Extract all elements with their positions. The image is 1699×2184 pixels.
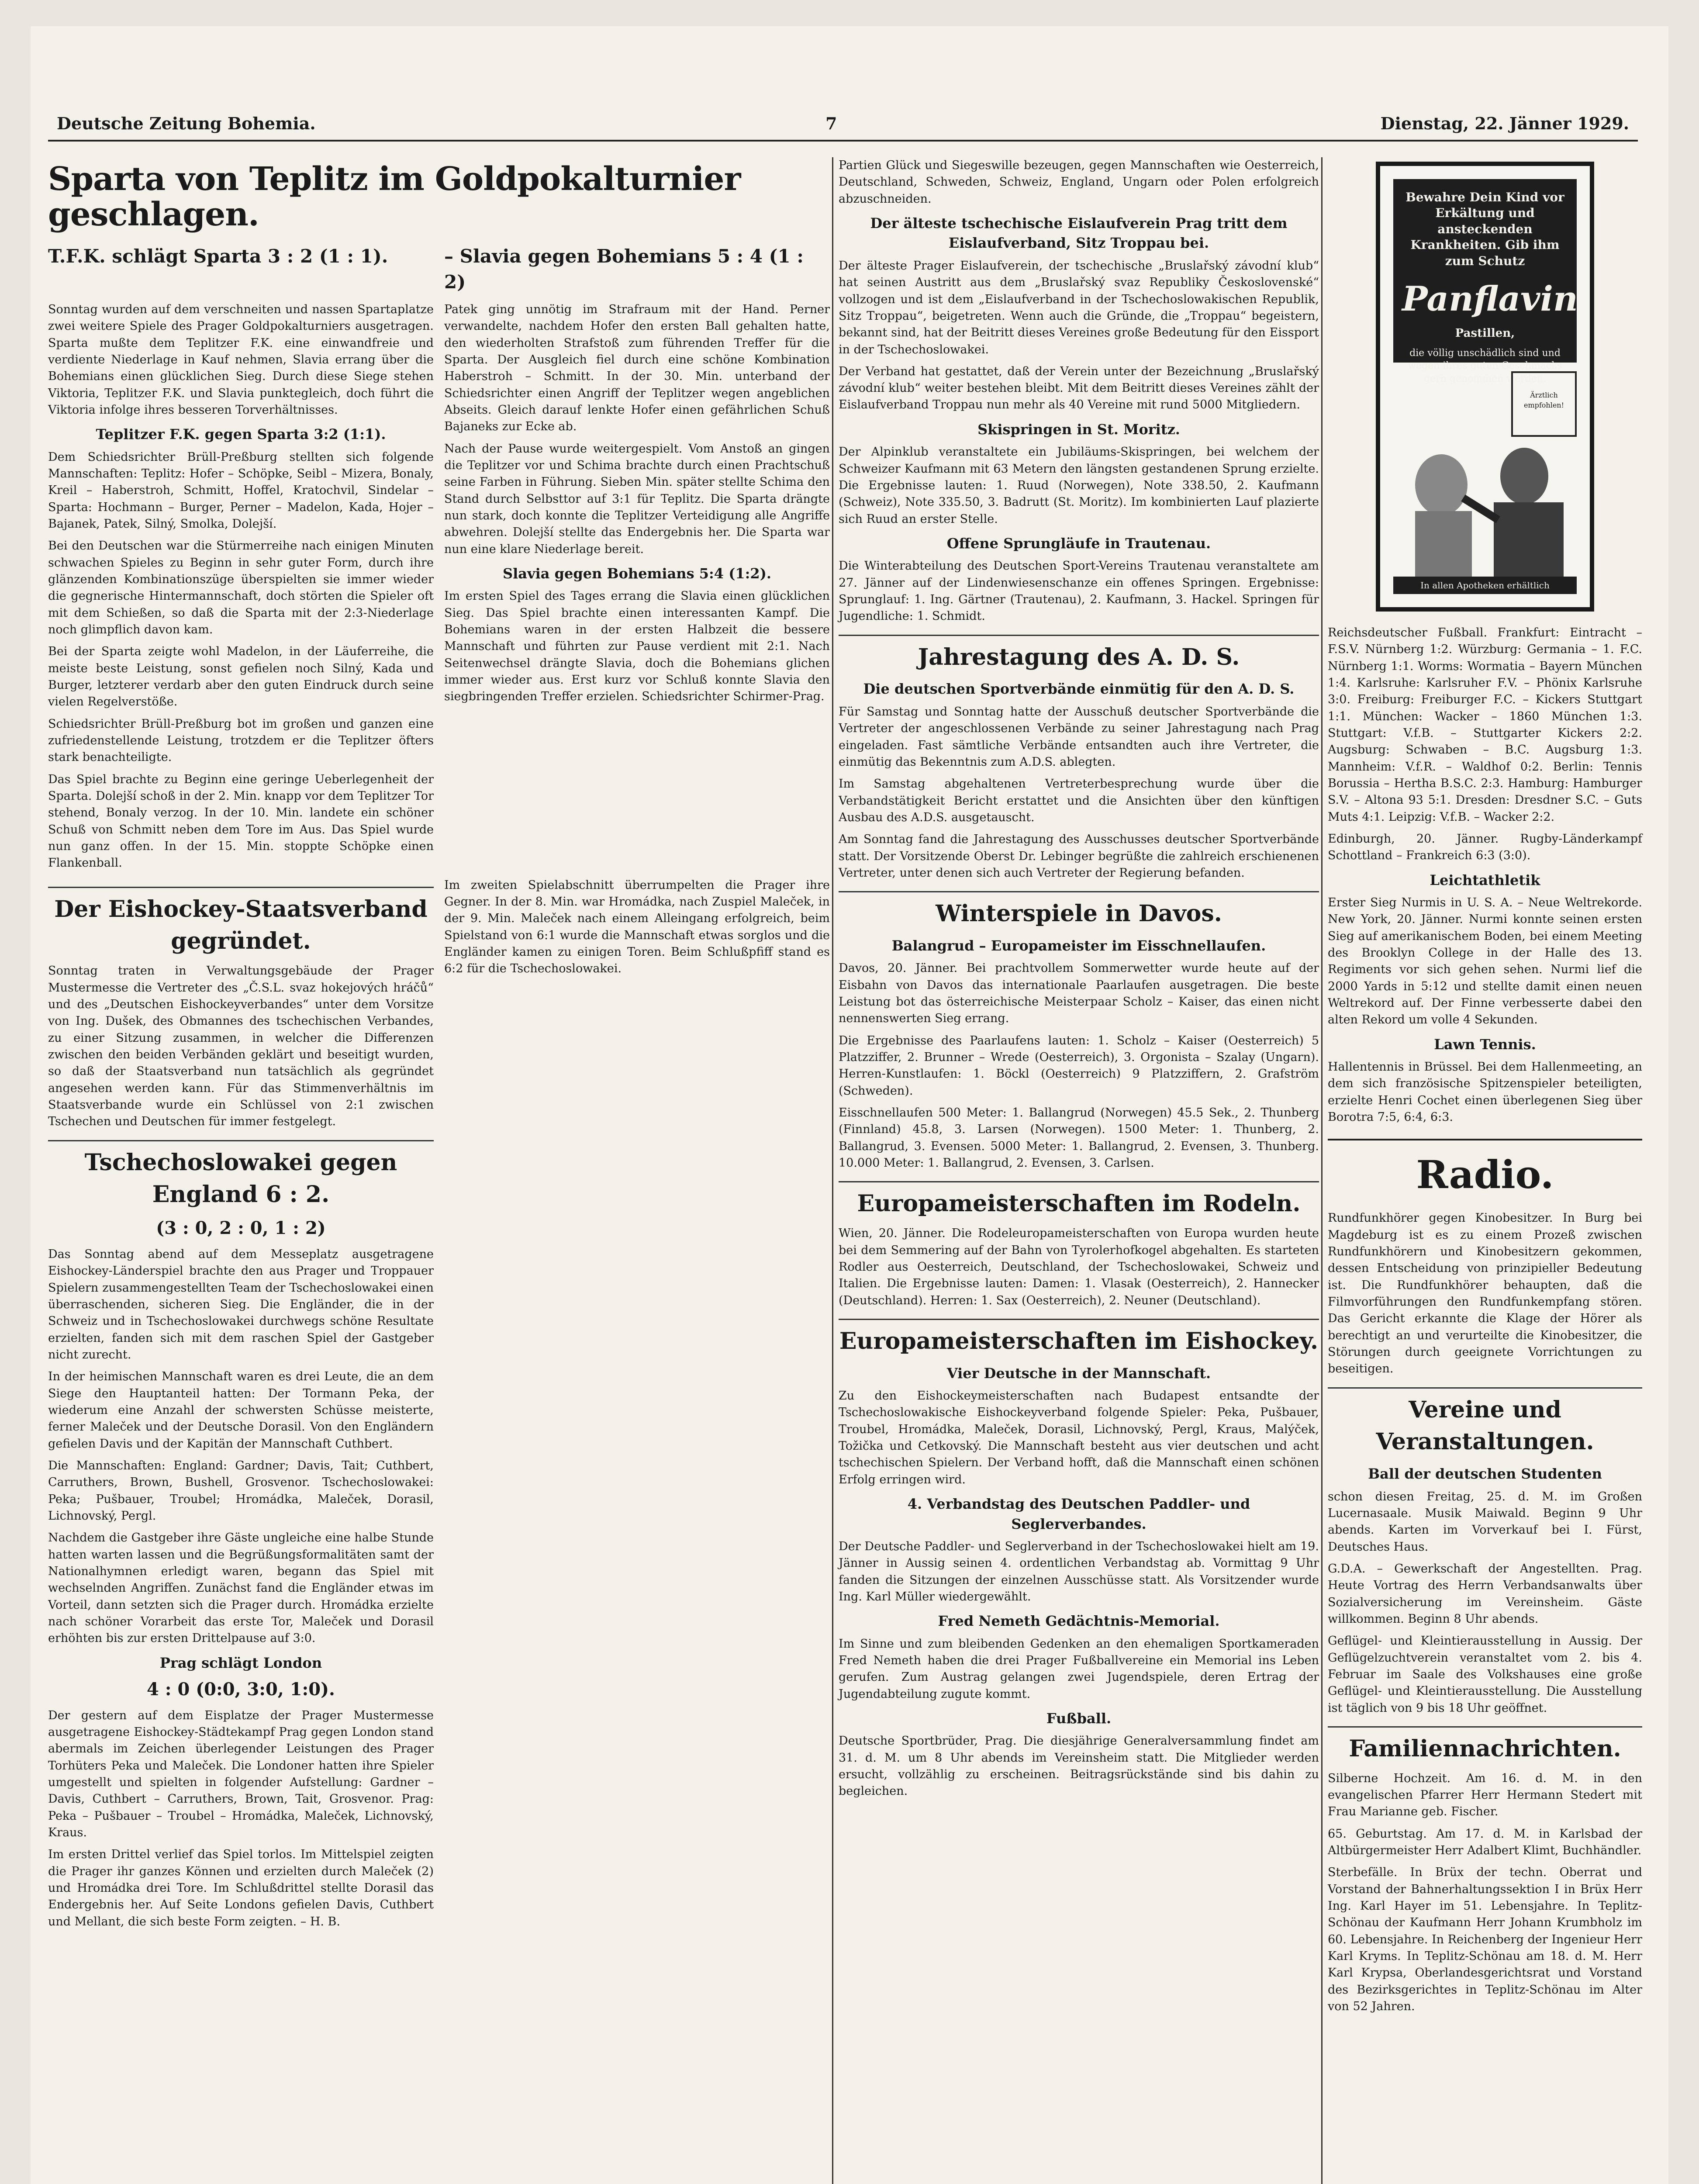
paragraph: Patek ging unnötig im Strafraum mit der Hand. Perner verwandelte, nachdem Hofer den ersten Ball gehalten hatte, den wiederholten Strafstoß zum führenden Treffer für die Sparta. Der Ausgleich fiel durch eine schöne Kombination Haberstroh – Schmitt. In der 30. Min. unterband der Schiedsrichter einen Angriff der Teplitzer wegen angeblichen Abseits. Gleich darauf lenkte Hofer einen gefährlichen Schuß Bajaneks zur Ecke ab. — [444, 303, 830, 434]
paragraph: Silberne Hochzeit. Am 16. d. M. in den evangelischen Pfarrer Herr Hermann Stedert mit Frau Marianne geb. Fischer. — [1328, 1771, 1642, 1819]
paragraph: Bei den Deutschen war die Stürmerreihe nach einigen Minuten schwachen Spieles zu Beginn in sehr guter Form, durch ihre glänzenden Kombinationszüge überspielten sie immer wieder die gegnerische Hintermannschaft, doch störten die Spieler oft mit dem Schießen, so daß die Sparta mit der 2:3-Niederlage noch glimpflich davon kam. — [48, 539, 434, 637]
ad-text-box — [1393, 179, 1578, 384]
paragraph: Nach der Pause wurde weitergespielt. Vom Anstoß an gingen die Teplitzer vor und Schima brachte durch einen Prachtschuß seine Farben in Führung. Sieben Min. später stellte Schima den Stand durch Selbsttor auf 3:1 für Teplitz. Die Sparta drängte nun stark, doch konnte die Teplitzer Verteidigung alle Angriffe abwehren. Dolejší stellte das Endergebnis her. Die Sparta war nun eine klare Niederlage bereit. — [444, 442, 830, 556]
doctor-body — [1494, 502, 1564, 581]
subhead: Vier Deutsche in der Mannschaft. — [946, 1365, 1211, 1382]
doctor-child-illustration — [1393, 437, 1581, 581]
section-heading: Tschechoslowakei gegen England 6 : 2. — [48, 1140, 434, 1211]
paragraph: Dem Schiedsrichter Brüll-Preßburg stellten sich folgende Mannschaften: Teplitz: Hofer – Schöpke, Seibl – Mizera, Bonaly, Kreil – Haberstroh, Schmitt, Hoffel, Kratochvil, Sindelar – Sparta: Hochmann – Burger, Perner – Madelon, Kada, Hojer – Bajanek, Patek, Silný, Smolka, Dolejší. — [48, 450, 434, 531]
paragraph: Sterbefälle. In Brüx der techn. Oberrat und Vorstand der Bahnerhaltungssektion I in Brüx Herr Ing. Karl Hayer im 51. Lebensjahre. In Teplitz-Schönau der Kaufmann Herr Johann Krumbholz im 60. Lebensjahre. In Reichenberg der Ingenieur Herr Karl Kryms. In Teplitz-Schönau am 18. d. M. Herr Karl Krypsa, Oberlandesgerichtsrat und Vorstand des Bezirksgerichtes in Teplitz-Schönau im Alter von 52 Jahren. — [1328, 1866, 1642, 2014]
paragraph: Sonntag wurden auf dem verschneiten und nassen Spartaplatze zwei weitere Spiele des Prager Goldpokalturniers ausgetragen. Sparta mußte dem Teplitzer F.K. eine einwandfreie und verdiente Niederlage in Kauf nehmen, Slavia errang über die Bohemians einen glücklichen Sieg. Durch diese Siege stehen Viktoria, Teplitzer F.K. und Slavia punktegleich, doch führt die Viktoria infolge ihres besseren Torverhältnisses. — [48, 303, 434, 417]
paragraph: Eisschnellaufen 500 Meter: 1. Ballangrud (Norwegen) 45.5 Sek., 2. Thunberg (Finnland) 45.8, 3. Larsen (Norwegen). 1500 Meter: 1. Thunberg, 2. Ballangrud, 3. Evensen. 5000 Meter: 1. Ballangrud, 2. Evensen, 3. Thunberg. 10.000 Meter: 1. Ballangrud, 2. Evensen, 3. Carlsen. — [839, 1106, 1319, 1170]
panflavin-advertisement — [1376, 162, 1594, 612]
section-heading: 4. Verbandstag des Deutschen Paddler- und Seglerverbandes. — [907, 1496, 1250, 1532]
paragraph: Geflügel- und Kleintierausstellung in Aussig. Der Geflügelzuchtverein veranstaltet vom 2. bis 4. Februar im Saale des Volkshauses eine große Geflügel- und Kleintierausstellung. Die Ausstellung ist täglich von 9 bis 18 Uhr geöffnet. — [1328, 1634, 1642, 1715]
subhead: Teplitzer F.K. gegen Sparta 3:2 (1:1). — [96, 426, 386, 443]
section-heading: Der Eishockey-Staatsverband gegründet. — [48, 887, 434, 958]
score-line: (3 : 0, 2 : 0, 1 : 2) — [156, 1218, 326, 1239]
ad-headline: Bewahre Dein Kind vor Erkältung und ansteckenden Krankheiten. Gib ihm zum Schutz — [1405, 190, 1564, 268]
paragraph: Im zweiten Spielabschnitt überrumpelten die Prager ihre Gegner. In der 8. Min. war Hromádka, nach Zuspiel Maleček, in der 9. Min. Maleček nach einem Alleingang erfolgreich, beim Spielstand von 6:1 wurde die Mannschaft etwas sorglos und die Engländer kamen zu einigen Toren. Beim Schlußpfiff stand es 6:2 für die Tschechoslowakei. — [444, 878, 830, 976]
subhead: Slavia gegen Bohemians 5:4 (1:2). — [503, 565, 771, 582]
masthead-title: Deutsche Zeitung Bohemia. — [57, 114, 316, 133]
paragraph: Bei der Sparta zeigte wohl Madelon, in der Läuferreihe, die meiste beste Leistung, sonst gefielen noch Silný, Kada und Burger, letzterer verdarb aber den guten Eindruck durch seine vielen Regelverstöße. — [48, 645, 434, 709]
subhead: Balangrud – Europameister im Eisschnellaufen. — [891, 937, 1266, 954]
column-rule — [832, 157, 833, 2184]
paragraph: Der Alpinklub veranstaltete ein Jubiläums-Skispringen, bei welchem der Schweizer Kaufmann mit 63 Metern den längsten gestandenen Sprung erzielte. Die Ergebnisse lauten: 1. Ruud (Norwegen), Note 338.50, 2. Kaufmann (Schweiz), Note 335.50, 3. Badrutt (St. Moritz). Im kombinierten Lauf plazierte sich Ruud an erster Stelle. — [839, 445, 1319, 526]
paragraph: Erster Sieg Nurmis in U. S. A. – Neue Weltrekorde. New York, 20. Jänner. Nurmi konnte seinen ersten Sieg auf amerikanischem Boden, bei einem Meeting des Brooklyn College in der Halle des 13. Regiments vor sich gehen sehen. Nurmi lief die 2000 Yards in 5:12 und stellte damit einen neuen Weltrekord auf. Der Finne verbesserte dabei den alten Rekord um volle 4 Sekunden. — [1328, 896, 1642, 1027]
section-heading: Skispringen in St. Moritz. — [977, 421, 1180, 438]
ad-brand-sub: Pastillen, — [1455, 326, 1515, 340]
section-heading: Winterspiele in Davos. — [839, 891, 1319, 930]
section-heading: Offene Sprungläufe in Trautenau. — [946, 535, 1211, 552]
paragraph: Davos, 20. Jänner. Bei prachtvollem Sommerwetter wurde heute auf der Eisbahn von Davos das internationale Paarlaufen ausgetragen. Die beste Leistung bot das österreichische Meisterpaar Scholz – Kaiser, das einen nicht nennenswerten Sieg errang. — [839, 961, 1319, 1026]
paragraph: Rundfunkhörer gegen Kinobesitzer. In Burg bei Magdeburg ist es zu einem Prozeß zwischen Rundfunkhörern und Kinobesitzern gekommen, dessen Entscheidung von prinzipieller Bedeutung ist. Die Rundfunkhörer behaupten, daß die Filmvorführungen den Rundfunkempfang stören. Das Gericht erkannte die Klage der Hörer als berechtigt an und verurteilte die Kinobesitzer, die Störungen durch geeignete Vorrichtungen zu beseitigen. — [1328, 1211, 1642, 1376]
paragraph: Die Mannschaften: England: Gardner; Davis, Tait; Cuthbert, Carruthers, Brown, Bushell, Grosvenor. Tschechoslowakei: Peka; Pušbauer, Troubel; Hromádka, Maleček, Dorasil, Lichnovský, Pergl. — [48, 1458, 434, 1523]
paragraph: Im Sinne und zum bleibenden Gedenken an den ehemaligen Sportkameraden Fred Nemeth haben die drei Prager Fußballvereine ein Memorial ins Leben gerufen. Zum Austrag gelangen zwei Jugendspiele, deren Ertrag der Jugendabteilung zugute kommt. — [839, 1637, 1319, 1701]
paragraph: Der Verband hat gestattet, daß der Verein unter der Bezeichnung „Bruslařský závodní klub“ weiter bestehen bleibt. Mit dem Beitritt dieses Vereines zählt der Eislaufverband Troppau nun mehr als 40 Vereine mit rund 5000 Mitgliedern. — [839, 364, 1319, 412]
paragraph: Der gestern auf dem Eisplatze der Prager Mustermesse ausgetragene Eishockey-Städtekampf Prag gegen London stand abermals im Zeichen überlegender Leistungen des Prager Torhüters Peka und Maleček. Die Londoner hatten ihre Spieler umgestellt und spielten in folgender Aufstellung: Gardner – Davis, Cuthbert – Carruthers, Brown, Tait, Grosvenor. Prag: Peka – Pušbauer – Troubel – Hromádka, Maleček, Lichnovský, Kraus. — [48, 1708, 434, 1840]
paragraph: Edinburgh, 20. Jänner. Rugby-Länderkampf Schottland – Frankreich 6:3 (3:0). — [1328, 832, 1642, 863]
section-heading: Europameisterschaften im Eishockey. — [839, 1319, 1319, 1358]
paragraph: Zu den Eishockeymeisterschaften nach Budapest entsandte der Tschechoslowakische Eishockeyverband folgende Spieler: Peka, Pušbauer, Troubel, Hromádka, Maleček, Dorasil, Lichnovský, Pergl, Kraus, Malýček, Tožička und Cetkovský. Die Mannschaft besteht aus vier deutschen und acht tschechischen Spielern. Der Verband hofft, daß die Mannschaft einen schönen Erfolg erringen wird. — [839, 1389, 1319, 1486]
ad-body: die völlig unschädlich sind und wegen ihres guten Geschmacks gern genommen werden. — [1408, 347, 1562, 384]
paragraph: Wien, 20. Jänner. Die Rodeleuropameisterschaften von Europa wurden heute bei dem Semmering auf der Bahn von Tyrolerhofkogel abgehalten. Es starteten Rodler aus Oesterreich, Deutschland, der Tschechoslowakei, Schweiz und Italien. Die Ergebnisse lauten: Damen: 1. Vlasak (Oesterreich), 2. Hannecker (Deutschland). Herren: 1. Sax (Oesterreich), 2. Neuner (Deutschland). — [839, 1227, 1319, 1307]
section-heading-radio: Radio. — [1328, 1139, 1642, 1202]
paragraph: G.D.A. – Gewerkschaft der Angestellten. Prag. Heute Vortrag des Herrn Verbandsanwalts über Sozialversicherung im Vereinsheim. Gäste willkommen. Beginn 8 Uhr abends. — [1328, 1562, 1642, 1626]
section-heading: Fußball. — [1046, 1710, 1112, 1727]
column-sports-news — [839, 157, 1319, 1805]
paragraph: Der älteste Prager Eislaufverein, der tschechische „Bruslařský závodní klub“ hat seinen Austritt aus dem „Bruslařský svaz Republiky Československé“ vollzogen und ist dem „Eislaufverband in der Tschechoslowakischen Republik, Sitz Troppau“, beigetreten. Wenn auch die Gründe, die „Troppau“ begeistern, bekannt sind, hat der Beitritt dieses Vereines große Bedeutung für den Eissport in der Tschechoslowakei. — [839, 259, 1319, 356]
paragraph: schon diesen Freitag, 25. d. M. im Großen Lucernasaale. Musik Maiwald. Beginn 9 Uhr abends. Karten im Vorverkauf bei I. Fürst, Deutsches Haus. — [1328, 1489, 1642, 1554]
section-heading-vereine: Vereine und Veranstaltungen. — [1328, 1387, 1642, 1458]
paragraph: Der Deutsche Paddler- und Seglerverband in der Tschechoslowakei hielt am 19. Jänner in Aussig seinen 4. ordentlichen Verbandstag ab. Vormittag 9 Uhr fanden die Sitzungen der einzelnen Ausschüsse statt. Als Vorsitzender wurde Ing. Karl Müller wiedergewählt. — [839, 1539, 1319, 1603]
paragraph: 65. Geburtstag. Am 17. d. M. in Karlsbad der Altbürgermeister Herr Adalbert Klimt, Buchhändler. — [1328, 1827, 1642, 1858]
paragraph: In der heimischen Mannschaft waren es drei Leute, die an dem Siege den Hauptanteil hatten: Der Tormann Peka, der wiederum eine Anzahl der schwersten Schüsse meisterte, ferner Maleček und der Deutsche Dorasil. Von den Engländern gefielen Davis und der Kapitän der Mannschaft Cuthbert. — [48, 1370, 434, 1451]
paragraph: Das Sonntag abend auf dem Messeplatz ausgetragene Eishockey-Länderspiel brachte den aus Prager und Troppauer Spielern zusammengestellten Team der Tschechoslowakei einen überraschenden, sicheren Sieg. Die Engländer, die in der Schweiz und in Tschechoslowakei durchwegs schöne Resultate erzielten, fanden sich mit dem raschen Spiel der Gastgeber nicht zurecht. — [48, 1248, 434, 1362]
subhead: Die deutschen Sportverbände einmütig für den A. D. S. — [863, 681, 1295, 698]
subhead-teplitz-sparta: T.F.K. schlägt Sparta 3 : 2 (1 : 1). — [48, 245, 388, 267]
paragraph: Im ersten Drittel verlief das Spiel torlos. Im Mittelspiel zeigten die Prager ihr ganzes Können und erzielten durch Maleček (2) und Hromádka drei Tore. Im Schlußdrittel stellte Dorasil das Endergebnis her. Auf Seite Londons gefielen Davis, Cuthbert und Mellant, die sich beste Form zeigten. – H. B. — [48, 1848, 434, 1928]
score-line: 4 : 0 (0:0, 3:0, 1:0). — [147, 1679, 335, 1700]
article-two-column — [48, 877, 830, 1935]
ad-brand: Panflavin — [1402, 279, 1578, 319]
section-heading: Europameisterschaften im Rodeln. — [839, 1181, 1319, 1220]
paragraph: Im Samstag abgehaltenen Vertreterbesprechung wurde über die Verbandstätigkeit Bericht erstattet und die Ansichten über den künftigen Ausbau des A.D.S. ausgetauscht. — [839, 777, 1319, 824]
paragraph: Deutsche Sportbrüder, Prag. Die diesjährige Generalversammlung findet am 31. d. M. um 8 Uhr abends im Vereinsheim statt. Die Mitglieder werden ersucht, vollzählig zu erscheinen. Beitragsrückstände sind bis dahin zu begleichen. — [839, 1734, 1319, 1798]
masthead — [48, 109, 1638, 142]
section-heading: Lawn Tennis. — [1434, 1036, 1536, 1053]
column-misc — [1328, 157, 1642, 2020]
paragraph: Im ersten Spiel des Tages errang die Slavia einen glücklichen Sieg. Das Spiel brachte einen interessanten Kampf. Die Bohemians waren in der ersten Halbzeit die bessere Mannschaft und führten zur Pause verdient mit 2:1. Nach Seitenwechsel drängte Slavia, doch die Bohemians glichen immer wieder aus. Erst kurz vor Schluß konnte Slavia den siegbringenden Treffer erzielen. Schiedsrichter Schirmer-Prag. — [444, 589, 830, 704]
subhead: Prag schlägt London — [159, 1654, 322, 1671]
child-head — [1415, 454, 1468, 515]
doctor-head — [1500, 448, 1548, 505]
article-two-column — [48, 301, 830, 877]
section-heading-familie: Familiennachrichten. — [1328, 1726, 1642, 1765]
paragraph: Die Winterabteilung des Deutschen Sport-Vereins Trautenau veranstaltete am 27. Jänner auf der Lindenwiesenschanze ein offenes Springen. Ergebnisse: Sprunglauf: 1. Ing. Gärtner (Trautenau), 2. Kaufmann, 3. Hackel. Springen für Jugendliche: 1. Schmidt. — [839, 559, 1319, 623]
paragraph: Am Sonntag fand die Jahrestagung des Ausschusses deutscher Sportverbände statt. Der Vorsitzende Oberst Dr. Lebinger begrüßte die zahlreich erschienenen Vertreter, unter denen sich auch Vertreter der Regierung befanden. — [839, 833, 1319, 880]
paragraph: Für Samstag und Sonntag hatte der Ausschuß deutscher Sportverbände die Vertreter der angeschlossenen Verbände zu seiner Jahrestagung nach Prag eingeladen. Fast sämtliche Verbände entsandten auch ihre Vertreter, die einmütig das Bekenntnis zum A.D.S. ablegten. — [839, 705, 1319, 769]
subhead-row — [48, 241, 830, 301]
child-body — [1415, 511, 1472, 581]
column-rule — [1321, 157, 1323, 2184]
ad-footer: In allen Apotheken erhältlich — [1393, 577, 1577, 594]
column-sports-main — [48, 157, 830, 1935]
subhead-slavia-bohemians: – Slavia gegen Bohemians 5 : 4 (1 : 2) — [444, 245, 804, 293]
newspaper-page — [31, 26, 1668, 2184]
headline: Sparta von Teplitz im Goldpokalturnier geschlagen. — [48, 160, 741, 234]
paragraph: Die Ergebnisse des Paarlaufens lauten: 1. Scholz – Kaiser (Oesterreich) 5 Platzziffer, 2. Brunner – Wrede (Oesterreich), 3. Orgonista – Szalay (Ungarn). Herren-Kunstlaufen: 1. Böckl (Oesterreich) 9 Platzziffern, 2. Grafström (Schweden). — [839, 1033, 1319, 1098]
paragraph: Das Spiel brachte zu Beginn eine geringe Ueberlegenheit der Sparta. Dolejší schoß in der 2. Min. knapp vor dem Teplitzer Tor stehend, Bonaly verzog. In der 10. Min. landete ein schöner Schuß von Schmitt neben dem Tore im Aus. Das Spiel wurde nun ganz offen. In der 15. Min. stoppte Schöpke einen Flankenball. — [48, 772, 434, 870]
subhead: Ball der deutschen Studenten — [1368, 1465, 1602, 1482]
paragraph: Schiedsrichter Brüll-Preßburg bot im großen und ganzen eine zufriedenstellende Leistung, trotzdem er die Teplitzer öfters stark benachteiligte. — [48, 717, 434, 764]
section-heading: Der älteste tschechische Eislaufverein Prag tritt dem Eislaufverband, Sitz Troppau bei. — [870, 214, 1288, 252]
paragraph: Partien Glück und Siegeswille bezeugen, gegen Mannschaften wie Oesterreich, Deutschland, Schweden, Schweiz, England, Ungarn oder Polen erfolgreich abzuschneiden. — [839, 159, 1319, 206]
section-heading: Leichtathletik — [1430, 871, 1540, 888]
page-number: 7 — [825, 114, 837, 133]
masthead-date: Dienstag, 22. Jänner 1929. — [1380, 114, 1629, 133]
ad-package: Ärztlich empfohlen! — [1511, 371, 1577, 437]
paragraph: Hallentennis in Brüssel. Bei dem Hallenmeeting, an dem sich französische Spitzenspieler beteiligten, erzielte Henri Cochet einen überlegenen Sieg über Borotra 7:5, 6:4, 6:3. — [1328, 1060, 1642, 1124]
paragraph: Nachdem die Gastgeber ihre Gäste ungleiche eine halbe Stunde hatten warten lassen und die Begrüßungsformalitäten samt der Nationalhymnen erledigt waren, begann das Spiel mit wechselnden Angriffen. Zunächst fand die Engländer etwas im Vorteil, dann setzten sich die Prager durch. Hromádka erzielte nach schöner Vorarbeit das erste Tor, Maleček und Dorasil erhöhten bis zur ersten Drittelpause auf 3:0. — [48, 1531, 434, 1645]
paragraph: Sonntag traten in Verwaltungsgebäude der Prager Mustermesse die Vertreter des „Č.S.L. svaz hokejových hráčů“ und des „Deutschen Eishockeyverbandes“ unter dem Vorsitze von Ing. Dušek, des Obmannes des tschechischen Verbandes, zu einer Sitzung zusammen, in welcher die Differenzen zwischen den beiden Verbänden geklärt und beseitigt wurden, so daß der Staatsverband nun tatsächlich als gegründet angesehen werden kann. Für das Stimmenverhältnis im Staatsverbande wurde ein Schlüssel von 2:1 zwischen Tschechen und Deutschen für immer festgelegt. — [48, 964, 434, 1129]
section-heading: Jahrestagung des A. D. S. — [839, 635, 1319, 674]
paragraph: Reichsdeutscher Fußball. Frankfurt: Eintracht – F.S.V. Nürnberg 1:2. Würzburg: Germania – 1. F.C. Nürnberg 1:1. Worms: Wormatia – Bayern München 1:4. Karlsruhe: Karlsruher F.V. – Phönix Karlsruhe 3:0. Freiburg: Freiburger F.C. – Kickers Stuttgart 1:1. München: Wacker – 1860 München 1:3. Stuttgart: V.f.B. – Stuttgarter Kickers 2:2. Augsburg: Schwaben – B.C. Augsburg 1:3. Mannheim: V.f.R. – Waldhof 0:2. Berlin: Tennis Borussia – Hertha B.S.C. 2:3. Hamburg: Hamburger S.V. – Altona 93 5:1. Dresden: Dresdner S.C. – Guts Muts 4:1. Leipzig: V.f.B. – Wacker 2:2. — [1328, 626, 1642, 824]
section-heading: Fred Nemeth Gedächtnis-Memorial. — [938, 1613, 1220, 1630]
